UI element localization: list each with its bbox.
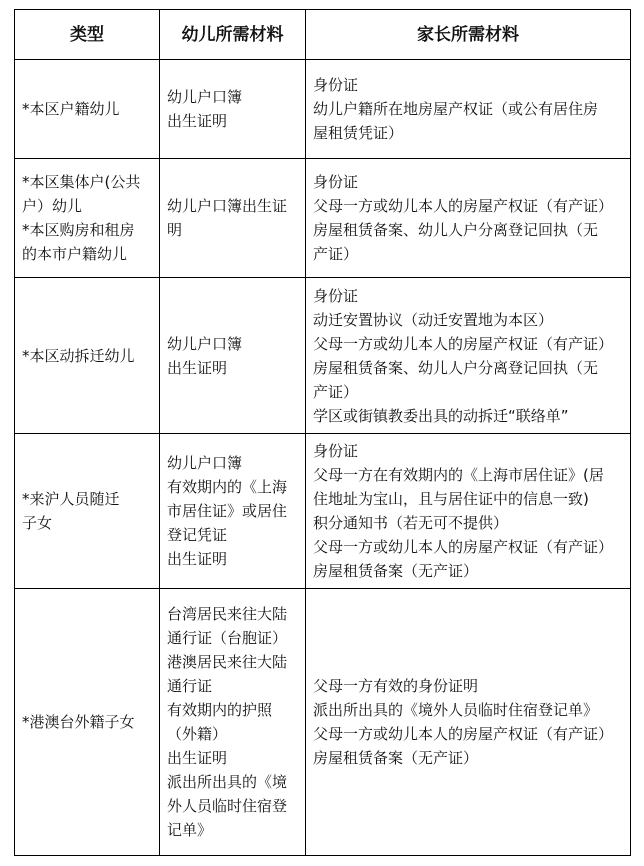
type-line: 子女 (22, 514, 53, 532)
parent-material: 房屋租赁备案、幼儿人户分离登记回执（无 (313, 221, 599, 239)
child-material: 幼儿户口簿 (167, 334, 243, 353)
parent-material: 房屋租赁备案、幼儿人户分离登记回执（无 (313, 358, 599, 377)
child-materials-cell (160, 278, 306, 434)
child-material: 登记凭证 (167, 526, 228, 544)
child-material: 出生证明 (167, 749, 228, 767)
header-parent-materials: 家长所需材料 (306, 10, 631, 60)
parent-material: 父母一方在有效期内的《上海市居住证》(居 (313, 466, 604, 484)
type-line: *港澳台外籍子女 (22, 713, 135, 731)
parent-material: 派出所出具的《境外人员临时住宿登记单》 (313, 701, 599, 719)
parent-material: 产证） (313, 245, 359, 263)
table-row (15, 60, 631, 159)
table-row (15, 589, 631, 856)
parent-material: 产证） (313, 382, 359, 401)
type-cell (15, 60, 160, 159)
type-line: 户）幼儿 (22, 197, 83, 215)
type-cell (15, 434, 160, 589)
child-material: 记单》 (167, 821, 213, 839)
parent-material: 动迁安置协议（动迁安置地为本区） (313, 310, 554, 329)
parent-material: 父母一方或幼儿本人的房屋产权证（有产证） (313, 334, 614, 353)
type-line: 的本市户籍幼儿 (22, 245, 128, 263)
child-material: 通行证（台胞证） (167, 629, 288, 647)
child-material: （外籍） (167, 725, 228, 743)
header-type: 类型 (15, 10, 160, 60)
child-material: 有效期内的《上海 (167, 478, 288, 496)
child-materials-cell (160, 159, 306, 278)
parent-materials-cell (306, 60, 631, 159)
child-material: 有效期内的护照 (167, 701, 273, 719)
header-child-materials: 幼儿所需材料 (160, 10, 306, 60)
child-material: 港澳居民来往大陆 (167, 653, 288, 671)
parent-materials-cell (306, 278, 631, 434)
table-row (15, 278, 631, 434)
table-row (15, 434, 631, 589)
header-row (15, 10, 631, 60)
child-material: 幼儿户口簿 (167, 88, 243, 106)
type-cell (15, 278, 160, 434)
parent-material: 身份证 (313, 76, 359, 94)
parent-material: 身份证 (313, 173, 359, 191)
parent-material: 身份证 (313, 286, 359, 305)
parent-material: 学区或街镇教委出具的动拆迁“联络单” (313, 406, 569, 425)
parent-material: 父母一方或幼儿本人的房屋产权证（有产证） (313, 197, 614, 215)
child-material: 出生证明 (167, 112, 228, 130)
type-line: *本区集体户(公共 (22, 173, 141, 191)
parent-material: 屋租赁凭证） (313, 124, 404, 142)
child-materials-cell (160, 589, 306, 856)
child-material: 市居住证》或居住 (167, 502, 288, 520)
child-material: 出生证明 (167, 550, 228, 568)
type-line: *本区户籍幼儿 (22, 100, 120, 118)
child-material: 明 (167, 221, 183, 239)
parent-material: 积分通知书（若无可不提供） (313, 514, 509, 532)
child-materials-cell (160, 434, 306, 589)
requirements-table (14, 9, 631, 856)
child-material: 出生证明 (167, 358, 228, 377)
table-row (15, 159, 631, 278)
type-line: *本区动拆迁幼儿 (22, 346, 135, 365)
child-materials-cell (160, 60, 306, 159)
child-material: 幼儿户口簿 (167, 454, 243, 472)
child-material: 派出所出具的《境 (167, 773, 288, 791)
parent-material: 房屋租赁备案（无产证） (313, 749, 479, 767)
child-material: 外人员临时住宿登 (167, 797, 288, 815)
type-line: *本区购房和租房 (22, 221, 135, 239)
type-cell (15, 589, 160, 856)
parent-material: 父母一方或幼儿本人的房屋产权证（有产证） (313, 725, 614, 743)
child-material: 台湾居民来往大陆 (167, 605, 288, 623)
parent-materials-cell (306, 589, 631, 856)
parent-materials-cell (306, 159, 631, 278)
type-line: *来沪人员随迁 (22, 490, 120, 508)
child-material: 幼儿户口簿出生证 (167, 197, 288, 215)
child-material: 通行证 (167, 677, 213, 695)
parent-materials-cell (306, 434, 631, 589)
parent-material: 父母一方有效的身份证明 (313, 677, 479, 695)
parent-material: 房屋租赁备案（无产证） (313, 562, 479, 580)
parent-material: 幼儿户籍所在地房屋产权证（或公有居住房 (313, 100, 599, 118)
type-cell (15, 159, 160, 278)
parent-material: 住地址为宝山，且与居住证中的信息一致) (313, 490, 589, 508)
parent-material: 父母一方或幼儿本人的房屋产权证（有产证） (313, 538, 614, 556)
parent-material: 身份证 (313, 442, 359, 460)
